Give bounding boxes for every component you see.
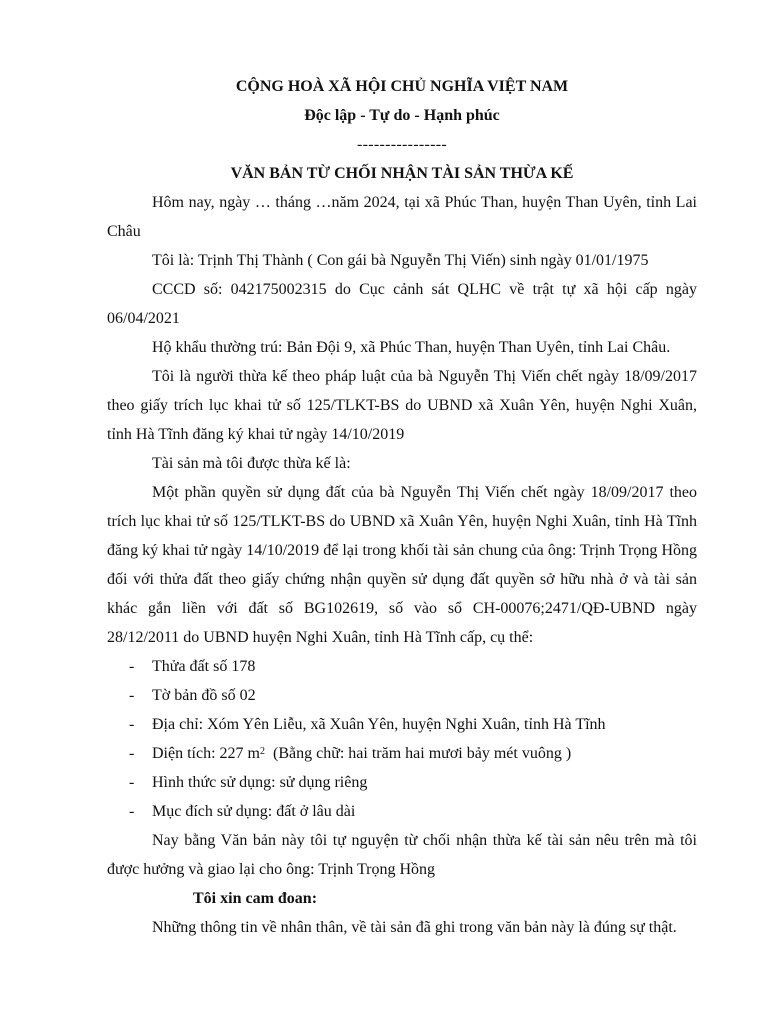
list-marker: - [129, 774, 135, 791]
commitment-heading: Tôi xin cam đoan: [193, 890, 318, 907]
parcel-address: Địa chỉ: Xóm Yên Liễu, xã Xuân Yên, huyện Nghi Xuân, tỉnh Hà Tĩnh [152, 716, 606, 733]
date-place-paragraph: Hôm nay, ngày … tháng …năm 2024, tại xã Phúc Than, huyện Than Uyên, tỉnh Lai Châu [107, 194, 697, 240]
usage-purpose: Mục đích sử dụng: đất ở lâu dài [152, 803, 356, 820]
area-value: Diện tích: 227 m [152, 745, 260, 762]
area-unit-exponent: 2 [259, 746, 265, 757]
refusal-paragraph: Nay bằng Văn bản này tôi tự nguyện từ chối nhận thừa kế tài sản nêu trên mà tôi được hưởng và giao lại cho ông: Trịnh Trọng Hồng [107, 832, 697, 878]
list-item [107, 681, 697, 710]
list-marker: - [129, 716, 135, 733]
document-title: VĂN BẢN TỪ CHỐI NHẬN TÀI SẢN THỪA KẾ [230, 165, 574, 182]
motto: Độc lập - Tự do - Hạnh phúc [304, 107, 500, 124]
commitment-paragraph: Những thông tin về nhân thân, về tài sản đã ghi trong văn bản này là đúng sự thật. [152, 919, 677, 936]
list-marker: - [129, 658, 135, 675]
identity-paragraph: Tôi là: Trịnh Thị Thành ( Con gái bà Nguyễn Thị Viến) sinh ngày 01/01/1975 [152, 252, 649, 269]
residence-paragraph: Hộ khẩu thường trú: Bản Đội 9, xã Phúc Than, huyện Than Uyên, tỉnh Lai Châu. [152, 339, 671, 356]
map-sheet-number: Tờ bản đồ số 02 [152, 687, 256, 704]
usage-form: Hình thức sử dụng: sử dụng riêng [152, 774, 368, 791]
list-item [107, 797, 697, 826]
list-item [107, 652, 697, 681]
parcel-number: Thửa đất số 178 [152, 658, 256, 675]
country-heading: CỘNG HOÀ XÃ HỘI CHỦ NGHĨA VIỆT NAM [235, 78, 569, 95]
heir-paragraph: Tôi là người thừa kế theo pháp luật của bà Nguyễn Thị Viến chết ngày 18/09/2017 theo giấy trích lục khai tử số 125/TLKT-BS do UBND xã Xuân Yên, huyện Nghi Xuân, tỉnh Hà Tĩnh đăng ký khai tử ngày 14/10/2019 [107, 368, 697, 443]
list-marker: - [129, 803, 135, 820]
asset-description-paragraph: Một phần quyền sử dụng đất của bà Nguyễn Thị Viến chết ngày 18/09/2017 theo trích lục khai tử số 125/TLKT-BS do UBND xã Xuân Yên, huyện Nghi Xuân, tỉnh Hà Tĩnh đăng ký khai tử ngày 14/10/2019 để lại trong khối tài sản chung của ông: Trịnh Trọng Hồng đối với thửa đất theo giấy chứng nhận quyền sử dụng đất quyền sở hữu nhà ở và tài sản khác gắn liền với đất số BG102619, số vào sổ CH-00076;2471/QĐ-UBND ngày 28/12/2011 do UBND huyện Nghi Xuân, tỉnh Hà Tĩnh cấp, cụ thể: [107, 484, 697, 646]
area-in-words: (Bằng chữ: hai trăm hai mươi bảy mét vuông ) [272, 745, 572, 762]
id-card-paragraph: CCCD số: 042175002315 do Cục cảnh sát QLHC về trật tự xã hội cấp ngày 06/04/2021 [107, 281, 697, 327]
asset-intro-paragraph: Tài sản mà tôi được thừa kế là: [152, 455, 351, 472]
list-item [107, 739, 697, 768]
document-body [107, 69, 697, 942]
list-item [107, 710, 697, 739]
list-marker: - [129, 687, 135, 704]
list-item [107, 768, 697, 797]
separator-line: ---------------- [356, 136, 448, 153]
list-marker: - [129, 745, 135, 762]
asset-details-list [107, 652, 697, 826]
